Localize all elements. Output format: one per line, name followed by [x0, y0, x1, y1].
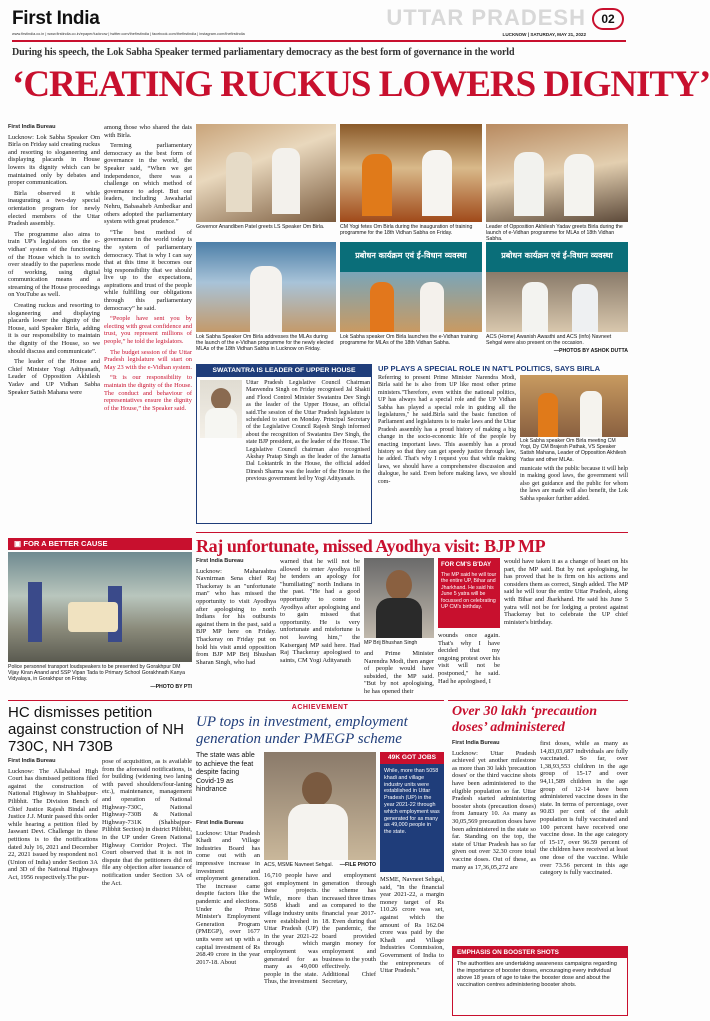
- raj-photo: [364, 558, 434, 638]
- masthead: [0, 0, 638, 40]
- photo-akhilesh: [486, 124, 628, 222]
- pmegp-column-2: 16,710 people have got employment in these projects. While, more than 5058 khadi and village industry units were established in Uttar Pradesh (UP) in the year 2021-22 through which employment was generated for as many as 49,000 people in the state. Thus, the investment: [264, 872, 318, 986]
- byline: First India Bureau: [196, 558, 244, 564]
- lead-paragraph: “The best method of governance in the world today is the system of parliamentary democracy. That is why I can say that at this time it becomes our big responsibility that we should live up to the expectations, aspirations and trust of the people while fulfilling our obligations through this parliamentary democracy” he said.: [104, 228, 192, 312]
- pmegp-headline: UP tops in investment, employment generation under PMEGP scheme: [196, 714, 408, 747]
- camera-icon: ▣: [14, 539, 22, 548]
- hc-headline: HC dismisses petition against construction of NH 730C, NH 730B: [8, 704, 184, 755]
- pmegp-photo-caption: ACS, MSME Navneet Sehgal.: [264, 862, 333, 868]
- photo-caption: Leader of Opposition Akhilesh Yadav greets Birla during the launch of e-Vidhan programme for MLAs of 18th Vidhan Sabha.: [486, 224, 623, 243]
- photo-governor: [196, 124, 336, 222]
- pmegp-divider: [196, 700, 444, 701]
- lead-paragraph: Creating ruckus and resorting to sloganeering and displaying placards lower the dignity of the House, said Speaker Birla, adding it is our responsibility to maintain the dignity of the House, so we should discuss and communicate”.: [8, 302, 100, 355]
- better-cause-caption: Police personnel transport loudspeakers to be presented by Gorakhpur DM Vijay Kiran Anand and SSP Vipan Tada to Primary School Gorakhnath Kanya Vidyalaya, in Gorakhpur on Friday.: [8, 664, 185, 683]
- raj-column-1: [196, 558, 276, 690]
- swatantra-title: SWATANTRA IS LEADER OF UPPER HOUSE: [197, 365, 371, 377]
- special-role-text-2: municate with the public because it will help in making good laws, the government will also get guidance and the public for whom the laws are made will also benefit, the Lok Sabha speaker further added.: [520, 466, 628, 502]
- lead-column-2: [104, 124, 192, 544]
- raj-column-4: wounds once again. That's why I have decided that my ongoing protest over his visit will not be postponed," he said. Had he apologised, I: [438, 632, 500, 685]
- photo-caption: Lok Sabha Speaker Om Birla addresses the MLAs during the launch of the e-Vidhan programme for the newly elected MLAs of the 18th Vidhan Sabha in Lucknow on Friday.: [196, 334, 334, 353]
- raj-box-text: The MP said he will tour the entire UP, Bihar and Jharkhand. He said his June 5 yatra will be focussed on celebrating UP CM's birthday.: [441, 572, 497, 611]
- photo-evidhan-launch: [340, 242, 482, 332]
- better-cause-header: [8, 538, 192, 550]
- masthead-rule: [12, 40, 626, 42]
- photo-caption: Lok Sabha speaker Om Birla launches the e-Vidhan training programme for MLAs of the 18th Vidhan Sabha.: [340, 334, 478, 347]
- lead-quote: “It is our responsibility to maintain the dignity of the House. The conduct and behaviour of representatives ensure the dignity of the House,” the Speaker said.: [104, 374, 192, 412]
- lead-column-1: [8, 124, 100, 544]
- raj-column-3: and Prime Minister Narendra Modi, then anger of people would have subsided, the MP said. "But by not apologising, he has opened their: [364, 650, 434, 695]
- pmegp-box-text: While, more than 5058 khadi and village industry units were established in Uttar Pradesh (UP) in the year 2021-22 through which employment was generated for as many as 49,000 people in the state.: [384, 768, 440, 836]
- doses-column-2: first doses, while as many as 14,83,03,687 individuals are fully vaccinated. So far, over 1,38,93,553 children in the age group of 15-17 and over 94,11,589 children in the age group of 12-14 have been administered vaccine doses in the state. In terms of percentage, over 90.83 per cent of the adult population is fully vaccinated and 100 percent have received one vaccine dose. In the age category of 15-17, over 96.59 percent of the children have received at least one dose of the vaccine. While over 73.56 percent in this age category is fully vaccinated.: [540, 740, 628, 877]
- special-role-caption: Lok Sabha speaker Om Birla meeting CM Yogi, Dy CM Brajesh Pathak, VS Speaker Satish Mahana, Leader of Opposition Akhilesh Yadav and other MLAs.: [520, 438, 627, 463]
- lead-quote: “People have sent you by electing with great confidence and trust, you represent millions of people,” he told the legislators.: [104, 315, 193, 346]
- photo-caption: ACS (Home) Awanish Awasthi and ACS (info) Navneet Sehgal were also present on the occasion.: [486, 334, 612, 347]
- pmegp-box-title: 49K GOT JOBS: [380, 752, 444, 764]
- pmegp-text: Lucknow: Uttar Pradesh Khadi and Village Industries Board has come out with an impressive increase in investment and employment generation. The increase came despite factors like the pandemic and elections. Under the Prime Minister's Employment Generation Program (PMEGP), over 1677 units were set up with a capital investment of Rs 268.49 crore in the year 2017-18. About: [196, 829, 260, 966]
- byline: First India Bureau: [8, 758, 56, 764]
- dateline: LUCKNOW | SATURDAY, MAY 21, 2022: [502, 32, 586, 37]
- raj-column-2: warned that he will not be allowed to enter Ayodhya till he tenders an apology for "humiliating" north Indians in the past. "He had a good opportunity to come to Ayodhya after apologising and to gain missed that opportunity. He is very unfortunate and misfortune is not leaving him," the Kaiserganj MP said here. Had Raj Thackeray apologised to saints, CM Yogi Adityanath: [280, 558, 360, 664]
- raj-box: [438, 558, 500, 628]
- photo-credit: —PHOTOS BY ASHOK DUTTA: [553, 348, 628, 354]
- special-role-text: Referring to present Prime Minister Narendra Modi, Birla said he is also from UP like most other prime ministers."Therefore, even within the national politics, UP has always had a special role and the UP Vidhan Sabha has played a special role in guiding all the legislatures," he said.Birla said the basic function of Parliament and legislatures is to make laws and the Uttar Pradesh assembly has a proud history of making a big change in the socio-economic life of the people by enacting important laws. This assembly has a proud history so that they can get speedy justice through law, he added. That's why I request you that while making laws, we should have a comprehensive discussion and dialogue, he said. Even before making laws, we should com-: [378, 375, 516, 485]
- masthead-links: www.firstindia.co.in | www.firstindia.co.in/epaper/lucknow | twitter.com/thefirstindia | facebook.com/thefirstindia | instagram.com/thefirstindia: [12, 32, 245, 36]
- lead-paragraph: among those who shared the dais with Birla.: [104, 124, 192, 139]
- lead-paragraph: Birla observed it while inaugurating a two-day special orientation program for newly elected members of the Uttar Pradesh assembly.: [8, 189, 100, 228]
- doses-text: Lucknow: Uttar Pradesh achieved yet another milestone as more than 30 lakh 'precaution doses' or the third vaccine shots have been administered to the eligible population so far. Uttar Pradesh started administering booster shots (precaution doses) from January 10. As many as 30,05,569 precaution doses have been administered in the state so far. Standing on the top, the state of Uttar Pradesh has so far given out over 32.30 crore total vaccine doses. Out of these, as many as 17,36,05,272 are: [452, 749, 536, 871]
- page-number: 02: [592, 8, 624, 30]
- photo-cm-yogi: [340, 124, 482, 222]
- hc-column-2: pose of acquisition, as is available from the aforesaid notifications, is for building (widening two laning with paved shoulders/four-laning etc.), maintenance, management and operation of National Highway-730C, National Highway-730B & National Highway-731K (Shahbajpur-Pilibhit Section) in district Pilibhit, in the UP under Green National Highway Corridor Project. The Court observed that it is not in dispute that the petitioners did not file any objection after issuance of notification under Section 3A of the Act.: [102, 758, 192, 887]
- pmegp-column-4: MSME, Navneet Sehgal, said, "In the financial year 2021-22, a margin money target of Rs 110.26 crore was set, against which the amount of Rs 162.04 crore was paid by the Khadi and Village Industries Commission, Government of India to the entrepreneurs of Uttar Pradesh.": [380, 876, 444, 975]
- pmegp-box: [380, 752, 444, 872]
- doses-divider: [448, 700, 628, 701]
- photo-acs-officials: [486, 242, 628, 332]
- photo-birla-addresses: [196, 242, 336, 332]
- doses-box-title: EMPHASIS ON BOOSTER SHOTS: [453, 947, 627, 958]
- byline: First India Bureau: [8, 124, 56, 130]
- hc-column-1: [8, 758, 98, 1016]
- raj-column-5: would have taken it as a change of heart on his part, the MP said. But by not apologising, he has proved that he is firm on his actions and considers them as correct, Singh added. The MP said he will tour the entire Uttar Pradesh, along with Bihar and Jharkhand. He said his June 5 yatra will not be for lodging a protest against Thackeray but to celebrate the UP chief minister's birthday.: [504, 558, 628, 626]
- raj-box-title: FOR CM'S B'DAY: [441, 561, 492, 568]
- banner-hindi: प्रबोधन कार्यक्रम एवं ई-विधान व्यवस्था: [355, 251, 467, 260]
- banner-hindi: प्रबोधन कार्यक्रम एवं ई-विधान व्यवस्था: [501, 251, 613, 260]
- raj-text: Lucknow: Maharashtra Navnirman Sena chief Raj Thackeray is an "unfortunate man" who has missed the opportunity to visit Ayodhya after apologising to north Indians for his outbursts against them in the past, said a BJP MP here on Friday. Thackeray on Friday put on hold his visit amid opposition from BJP MP Brij Bhushan Sharan Singh, who had: [196, 567, 276, 666]
- pmegp-tag: ACHIEVEMENT: [291, 704, 349, 711]
- pmegp-column-3: and employment generation through the scheme has increased three times as compared to the financial year 2017-18. Even during that the pandemic, the board provided margin money for employment and business to the youth effectively. Additional Chief Secretary,: [322, 872, 376, 986]
- doses-box-text: The authorities are undertaking awareness campaigns regarding the importance of booster doses, encouraging every individual above 18 years of age to take the booster dose and about the vaccination centres administering booster shots.: [457, 961, 617, 988]
- pmegp-sub: The state was able to achieve the feat despite facing Covid-19 as hindrance: [196, 752, 255, 794]
- lead-paragraph: Terming parliamentary democracy as the best form of governance in the world, the Speaker said, “When we get independence, there was a challenge on which method of governance to adopt. But our leaders, including Jawaharlal Nehru, Babasaheb Ambedkar and others adopted the parliamentary system with great prudence.”: [104, 142, 192, 226]
- brand-logo: First India: [12, 8, 100, 29]
- byline: First India Bureau: [196, 820, 244, 826]
- pmegp-column-1: [196, 820, 260, 1016]
- lead-paragraph: The leader of the House and Chief Minister Yogi Adityanath, Leader of Opposition Akhilesh Yadav and UP Vidhan Sabha Speaker Satish Mahana were: [8, 358, 100, 396]
- better-cause-photo: [8, 552, 192, 662]
- lead-paragraph: Lucknow: Lok Sabha Speaker Om Birla on Friday said creating ruckus and resorting to sloganeering and displaying placards in House lowers its dignity which can be maintained only by debates and proper communication.: [8, 133, 100, 187]
- special-role-title: UP PLAYS A SPECIAL ROLE IN NAT'L POLITICS, SAYS BIRLA: [378, 364, 601, 373]
- special-role-photo: [520, 375, 628, 437]
- doses-column-1: [452, 740, 536, 940]
- raj-photo-caption: MP Brij Bhushan Singh: [364, 640, 418, 646]
- raj-headline: Raj unfortunate, missed Ayodhya visit: BJP MP: [196, 536, 546, 556]
- better-cause-credit: —PHOTO BY PTI: [150, 684, 192, 690]
- hc-divider: [8, 700, 196, 701]
- better-cause-title: FOR A BETTER CAUSE: [23, 539, 108, 548]
- doses-box: [452, 946, 628, 1016]
- section-name: UTTAR PRADESH: [386, 5, 586, 30]
- kicker: During his speech, the Lok Sabha Speaker termed parliamentary democracy as the best form of governance in the world: [12, 47, 515, 58]
- byline: First India Bureau: [452, 740, 500, 746]
- pmegp-photo: [264, 752, 376, 860]
- photo-caption: CM Yogi fetes Om Birla during the inauguration of training programme for the 18th Vidhan Sabha on Friday.: [340, 224, 473, 237]
- lead-paragraph: The programme also aims to train UP's legislators on the e-vidhan' system of the functioning of the House which is to switch over steadily to the paperless mode of working, using digital communication means and a streaming of the House proceedings on YouTube as well.: [8, 230, 100, 299]
- raj-divider: [196, 532, 628, 533]
- doses-headline: Over 30 lakh ‘precaution doses’ administered: [452, 704, 598, 735]
- hc-text: Lucknow: The Allahabad High Court has dismissed petitions filed against the construction of National Highway in Shahbajpur-Pilibhit. The Division Bench of Chief Justice Rajesh Bindal and Justice J.J. Munir passed this order while hearing a petition filed by Jaswant Devi. Challenge in these petitions is to the notifications dated July 16, 2021 and December 22, 2021 issued by respondent no1 (Union of India) under Section 3A and 3D of the National Highways Act, 1956 respectively.The pur-: [8, 767, 98, 881]
- pmegp-photo-credit: —FILE PHOTO: [339, 862, 376, 868]
- headline: ‘CREATING RUCKUS LOWERS DIGNITY’: [12, 64, 710, 105]
- photo-caption: Governor Anandiben Patel greets LS Speaker Om Birla.: [196, 224, 325, 230]
- swatantra-text: Uttar Pradesh Legislative Council Chairman Manvendra Singh on Friday recognised Jal Shakti and Flood Control Minister Swatantra Dev Singh as the leader of the Upper House, an official said.The session of the Uttar Pradesh legislature is scheduled to start on Monday. Principal Secretary of the Legislative Council Rajesh Singh informed about the recognition of Swatantra Dev Singh, the state BJP president, as the leader of the House. The Legislative Council chairman also recognised Akshay Pratap Singh as the leader of the Jansatta Dal Loktantrik in the House, the official added Dinesh Sharma was the leader of the House in the previous government led by Yogi Adityanath.: [246, 380, 370, 483]
- lead-quote: The budget session of the Uttar Pradesh legislature will start on May 23 with the e-Vidhan system.: [104, 348, 193, 371]
- swatantra-box: [196, 364, 372, 524]
